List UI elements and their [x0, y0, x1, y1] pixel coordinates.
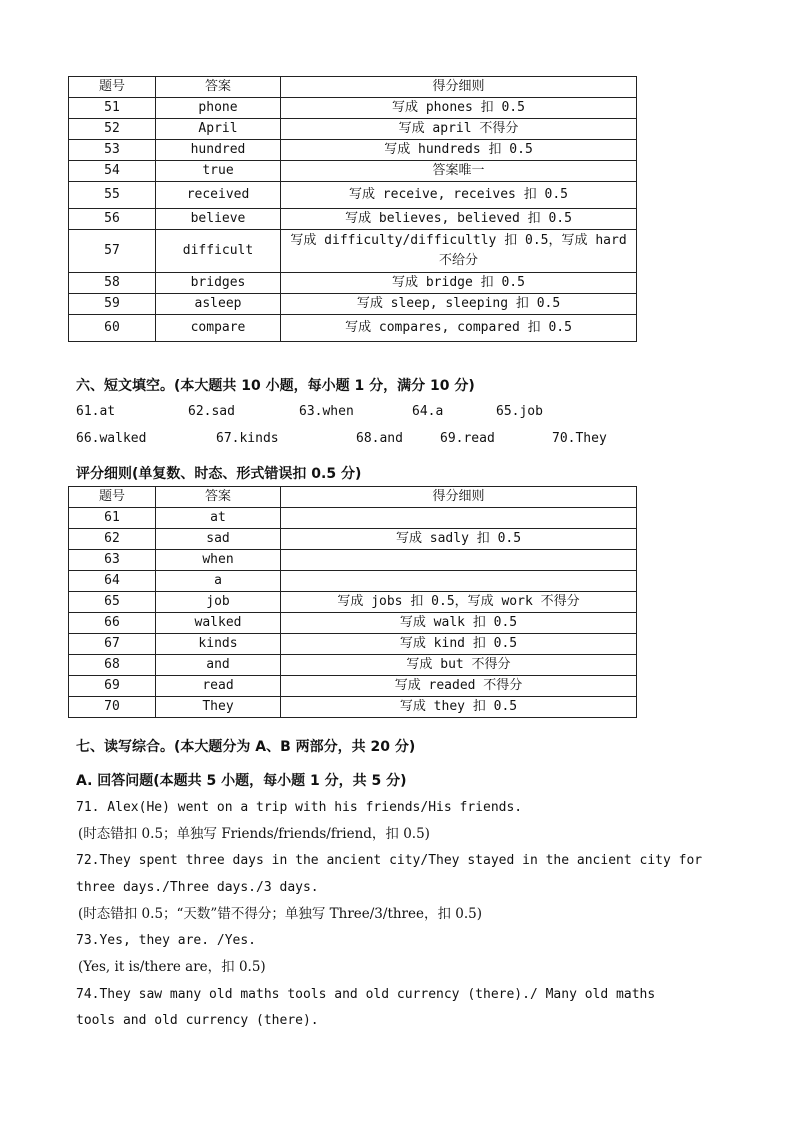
answer-73-note: (Yes, it is/there are，扣 0.5): [78, 959, 266, 975]
answer-74-line-2: tools and old currency (there).: [76, 1013, 319, 1028]
header-number: 题号: [69, 77, 156, 98]
table-row: 68 and 写成 but 不得分: [69, 655, 637, 676]
table-row: 60 compare 写成 compares, compared 扣 0.5: [69, 315, 637, 342]
section-7-heading: 七、读写综合。(本大题分为 A、B 两部分，共 20 分): [76, 739, 416, 755]
table-row: 55 received 写成 receive, receives 扣 0.5: [69, 182, 637, 209]
table-row: 66 walked 写成 walk 扣 0.5: [69, 613, 637, 634]
table-row: 65 job 写成 jobs 扣 0.5，写成 work 不得分: [69, 592, 637, 613]
answer-72-line-1: 72.They spent three days in the ancient city/They stayed in the ancient city for: [76, 853, 703, 868]
table-row: 51 phone 写成 phones 扣 0.5: [69, 98, 637, 119]
table-row: 57 difficult 写成 difficulty/difficultly 扣 0.5，写成 hard 不给分: [69, 230, 637, 273]
header-answer: 答案: [156, 77, 281, 98]
header-scoring: 得分细则: [281, 487, 637, 508]
table-row: 63 when: [69, 550, 637, 571]
table-row: 52 April 写成 april 不得分: [69, 119, 637, 140]
scoring-rules-note: 评分细则(单复数、时态、形式错误扣 0.5 分): [76, 466, 362, 482]
answer-key-page: 题号 答案 得分细则 51 phone 写成 phones 扣 0.5 52 April 写成 april 不得分 53 hundred 写成 hundreds 扣 0.5 54 true 答案唯一 55 received 写成 receive, receives 扣 0.5 56 believe 写成 believes, believed 扣 0.5 57 difficult 写成 difficulty/difficultly 扣 0.5，写成 hard 不给分 58 bridges 写成 bridge 扣 0.5 59 asleep 写成 sleep, sleeping 扣 0.5 60 compare 写成 compares, compared 扣 0.5 六、短文填空。(本大题共 10 小题，每小题 1 分，满分 10 分) 61.at 62.sad 63.when 64.a 65.job 66.walked 67.kinds 68.and 69.read 70.They 评分细则(单复数、时态、形式错误扣 0.5 分) 题号 答案 得分细则 61 at 62 sad 写成 sadly 扣 0.5 63 when 64 a 65 job 写成 jobs 扣 0.5，写成 work 不得分 66 walked 写成 walk 扣 0.5 67 kinds 写成 kind 扣 0.5 68 and 写成 but 不得分 69 read 写成 readed 不得分 70 They 写成 they 扣 0.5 七、读写综合。(本大题分为 A、B 两部分，共 20 分) A. 回答问题(本题共 5 小题，每小题 1 分，共 5 分) 71. Alex(He) went on a trip with his friends/His friends. (时态错扣 0.5；单独写 Friends/friends/friend，扣 0.5) 72.They spent three days in the ancient city/They stayed in the ancient city for three days./Three days./3 days. (时态错扣 0.5；“天数”错不得分；单独写 Three/3/three，扣 0.5) 73.Yes, they are. /Yes. (Yes, it is/there are，扣 0.5) 74.They saw many old maths tools and old currency (there)./ Many old maths tools and old currency (there).: [0, 0, 794, 1123]
section-6-heading: 六、短文填空。(本大题共 10 小题，每小题 1 分，满分 10 分): [76, 378, 475, 394]
table-row: 54 true 答案唯一: [69, 161, 637, 182]
header-scoring: 得分细则: [281, 77, 637, 98]
scoring-table-61-70: [68, 486, 637, 718]
table-row: 64 a: [69, 571, 637, 592]
table-row: 70 They 写成 they 扣 0.5: [69, 697, 637, 718]
header-number: 题号: [69, 487, 156, 508]
answer-71: 71. Alex(He) went on a trip with his friends/His friends.: [76, 800, 523, 815]
answer-71-note: (时态错扣 0.5；单独写 Friends/friends/friend，扣 0.5): [78, 826, 430, 842]
table-row: 53 hundred 写成 hundreds 扣 0.5: [69, 140, 637, 161]
table-row: 56 believe 写成 believes, believed 扣 0.5: [69, 209, 637, 230]
header-answer: 答案: [156, 487, 281, 508]
table-row: 58 bridges 写成 bridge 扣 0.5: [69, 273, 637, 294]
answer-72-note: (时态错扣 0.5；“天数”错不得分；单独写 Three/3/three，扣 0.5): [78, 906, 483, 922]
table-row: 62 sad 写成 sadly 扣 0.5: [69, 529, 637, 550]
table-row: 61 at: [69, 508, 637, 529]
part-a-heading: A. 回答问题(本题共 5 小题，每小题 1 分，共 5 分): [76, 773, 407, 789]
scoring-table-51-60: [68, 76, 637, 342]
table-row: 59 asleep 写成 sleep, sleeping 扣 0.5: [69, 294, 637, 315]
table-row: 67 kinds 写成 kind 扣 0.5: [69, 634, 637, 655]
answer-72-line-2: three days./Three days./3 days.: [76, 880, 319, 895]
answer-74-line-1: 74.They saw many old maths tools and old currency (there)./ Many old maths: [76, 987, 656, 1002]
table-row: 69 read 写成 readed 不得分: [69, 676, 637, 697]
answer-73: 73.Yes, they are. /Yes.: [76, 933, 257, 948]
